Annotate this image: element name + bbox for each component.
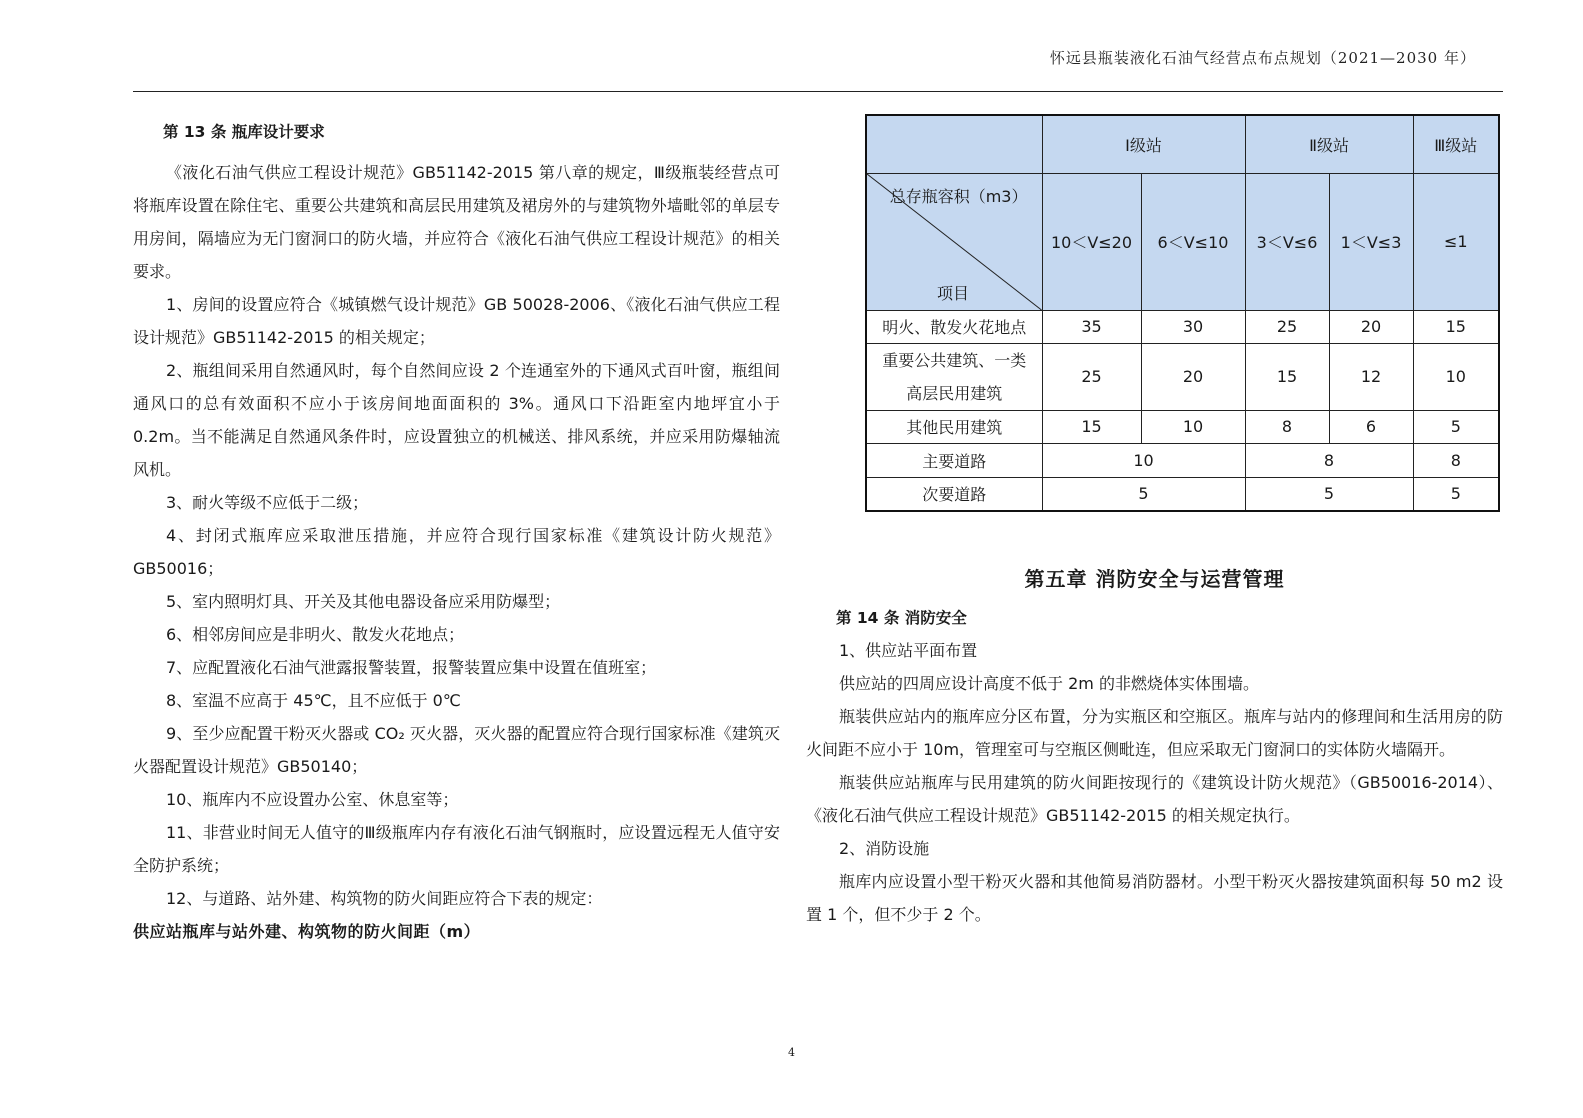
- list-item: 11、非营业时间无人值守的Ⅲ级瓶库内存有液化石油气钢瓶时，应设置远程无人值守安全防护系统；: [133, 823, 780, 875]
- table-cell: 5: [1245, 477, 1413, 511]
- list-item: 10、瓶库内不应设置办公室、休息室等；: [166, 790, 459, 809]
- row-label-line: 重要公共建筑、一类: [882, 350, 1027, 370]
- article-13-title: 第 13 条 瓶库设计要求: [163, 123, 325, 141]
- intro-paragraph: 《液化石油气供应工程设计规范》GB51142-2015 第八章的规定，Ⅲ级瓶装经营点可将瓶库设置在除住宅、重要公共建筑和高层民用建筑及裙房外的与建筑物外墙毗邻的单层专用房间，隔墙应为无门窗洞口的防火墙，并应符合《液化石油气供应工程设计规范》的相关要求。: [133, 163, 780, 281]
- row-label: 明火、散发火花地点: [866, 310, 1042, 343]
- table-cell: 15: [1413, 310, 1499, 343]
- diag-bottom-label: 项目: [937, 283, 970, 303]
- list-item: 6、相邻房间应是非明火、散发火花地点；: [166, 625, 465, 644]
- row-label: 次要道路: [866, 477, 1042, 511]
- paragraph: 1、供应站平面布置: [839, 641, 978, 660]
- chapter-title: 第五章 消防安全与运营管理: [1024, 567, 1285, 591]
- article-14-title: 第 14 条 消防安全: [836, 609, 967, 627]
- table-cell: 30: [1141, 310, 1245, 343]
- table-row: [866, 310, 1499, 343]
- paragraph: 瓶装供应站内的瓶库应分区布置，分为实瓶区和空瓶区。瓶库与站内的修理间和生活用房的防火间距不应小于 10m，管理室可与空瓶区侧毗连，但应采取无门窗洞口的实体防火墙隔开。: [806, 707, 1503, 759]
- fire-distance-table: [865, 114, 1500, 512]
- diagonal-header-cell: [866, 173, 1042, 310]
- table-cell: 5: [1042, 477, 1245, 511]
- list-item: 4、封闭式瓶库应采取泄压措施，并应符合现行国家标准《建筑设计防火规范》GB50016；: [133, 526, 780, 578]
- table-corner-blank: [866, 115, 1042, 173]
- table-cell: 8: [1245, 410, 1329, 443]
- table-caption: 供应站瓶库与站外建、构筑物的防火间距（m）: [133, 922, 481, 941]
- range-header: 6＜V≤10: [1141, 173, 1245, 310]
- table-cell: 15: [1042, 410, 1141, 443]
- header-rule: [133, 91, 1503, 92]
- list-item: 3、耐火等级不应低于二级；: [166, 493, 369, 512]
- level-2-header: Ⅱ级站: [1245, 115, 1413, 173]
- level-1-header: Ⅰ级站: [1042, 115, 1245, 173]
- paragraph: 2、消防设施: [839, 839, 930, 858]
- table-row: [866, 477, 1499, 511]
- table-cell: 10: [1042, 443, 1245, 477]
- paragraph: 瓶库内应设置小型干粉灭火器和其他简易消防器材。小型干粉灭火器按建筑面积每 50 m2 设置 1 个，但不少于 2 个。: [806, 872, 1503, 924]
- paragraph: 供应站的四周应设计高度不低于 2m 的非燃烧体实体围墙。: [839, 674, 1259, 693]
- table-row: [866, 343, 1499, 410]
- page-number: 4: [788, 1046, 795, 1059]
- list-item: 9、至少应配置干粉灭火器或 CO₂ 灭火器，灭火器的配置应符合现行国家标准《建筑灭火器配置设计规范》GB50140；: [133, 724, 780, 776]
- table-cell: 25: [1245, 310, 1329, 343]
- range-header: 10＜V≤20: [1042, 173, 1141, 310]
- row-label: 其他民用建筑: [866, 410, 1042, 443]
- table-cell: 20: [1329, 310, 1413, 343]
- table-cell: 8: [1245, 443, 1413, 477]
- table-cell: 8: [1413, 443, 1499, 477]
- left-column: [133, 116, 780, 948]
- list-item: 8、室温不应高于 45℃，且不应低于 0℃: [166, 691, 461, 710]
- table-cell: 25: [1042, 343, 1141, 410]
- table-cell: 12: [1329, 343, 1413, 410]
- table-row: [866, 410, 1499, 443]
- diag-top-label: 总存瓶容积（m3）: [889, 186, 1028, 206]
- row-label: [866, 343, 1042, 410]
- right-column: [806, 558, 1503, 931]
- paragraph: 瓶装供应站瓶库与民用建筑的防火间距按现行的《建筑设计防火规范》（GB50016-2014）、《液化石油气供应工程设计规范》GB51142-2015 的相关规定执行。: [806, 773, 1503, 825]
- range-header: 3＜V≤6: [1245, 173, 1329, 310]
- level-3-header: Ⅲ级站: [1413, 115, 1499, 173]
- table-cell: 10: [1141, 410, 1245, 443]
- table-cell: 10: [1413, 343, 1499, 410]
- table-cell: 5: [1413, 477, 1499, 511]
- table-cell: 5: [1413, 410, 1499, 443]
- row-label: 主要道路: [866, 443, 1042, 477]
- range-header: 1＜V≤3: [1329, 173, 1413, 310]
- list-item: 12、与道路、站外建、构筑物的防火间距应符合下表的规定：: [166, 889, 603, 908]
- table-cell: 6: [1329, 410, 1413, 443]
- list-item: 2、瓶组间采用自然通风时，每个自然间应设 2 个连通室外的下通风式百叶窗，瓶组间通风口的总有效面积不应小于该房间地面面积的 3%。通风口下沿距室内地坪宜小于 0.2m。当不能满足自然通风条件时，应设置独立的机械送、排风系统，并应采用防爆轴流风机。: [133, 361, 780, 479]
- list-item: 7、应配置液化石油气泄露报警装置，报警装置应集中设置在值班室；: [166, 658, 657, 677]
- range-header: ≤1: [1413, 173, 1499, 310]
- table-cell: 15: [1245, 343, 1329, 410]
- row-label-line: 高层民用建筑: [906, 383, 1003, 403]
- table-cell: 20: [1141, 343, 1245, 410]
- table-row: [866, 443, 1499, 477]
- list-item: 5、室内照明灯具、开关及其他电器设备应采用防爆型；: [166, 592, 561, 611]
- running-header: 怀远县瓶装液化石油气经营点布点规划（2021—2030 年）: [1049, 49, 1476, 67]
- table-cell: 35: [1042, 310, 1141, 343]
- list-item: 1、房间的设置应符合《城镇燃气设计规范》GB 50028-2006、《液化石油气供应工程设计规范》GB51142-2015 的相关规定；: [133, 295, 780, 347]
